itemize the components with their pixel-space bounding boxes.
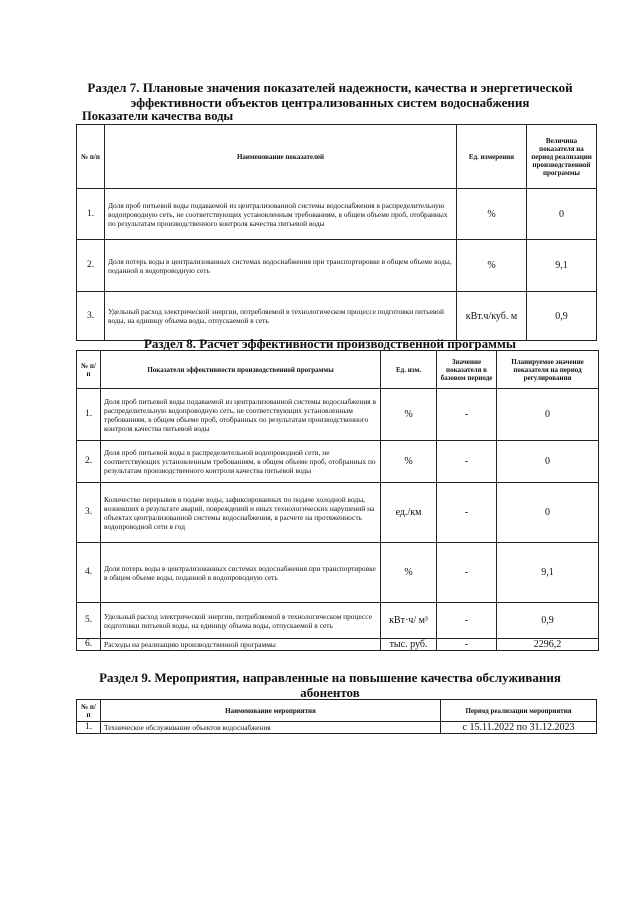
row-base: - (437, 543, 497, 603)
row-base: - (437, 483, 497, 543)
row-name: Техническое обслуживание объектов водоснабжения (101, 722, 441, 734)
table-row (77, 389, 599, 441)
table-header-row (77, 351, 599, 389)
col-period-header: Период реализации мероприятия (441, 700, 597, 722)
col-planned-header: Планируемое значение показателя на период регулирования (497, 351, 599, 389)
table-row (77, 189, 597, 240)
row-num: 6. (77, 639, 101, 651)
col-num-header: № п/п (77, 700, 101, 722)
col-value-header: Величина показателя на период реализации производственной программы (527, 125, 597, 189)
row-unit: ед./км (381, 483, 437, 543)
row-planned: 0 (497, 441, 599, 483)
row-unit: % (381, 389, 437, 441)
row-name: Доля проб питьевой воды в распределительной водопроводной сети, не соответствующих установленным требованиям, в общем объеме проб, отобранных по результатам производственного контроля качества питьевой воды (101, 441, 381, 483)
col-name-header: Показатели эффективности производственной программы (101, 351, 381, 389)
row-name: Доля потерь воды в централизованных системах водоснабжения при транспортировке в общем объеме воды, поданной в водопроводную сеть (105, 240, 457, 292)
row-period: с 15.11.2022 по 31.12.2023 (441, 722, 597, 734)
row-unit: % (381, 441, 437, 483)
table-header-row (77, 700, 597, 722)
section8-title: Раздел 8. Расчет эффективности производственной программы (143, 336, 517, 351)
row-base: - (437, 603, 497, 639)
row-base: - (437, 441, 497, 483)
row-unit: % (457, 240, 527, 292)
service-measures-table (76, 699, 597, 734)
row-planned: 2296,2 (497, 639, 599, 651)
row-num: 1. (77, 389, 101, 441)
row-name: Доля проб питьевой воды подаваемой из централизованной системы водоснабжения в распределительную водопроводную сеть, не соответствующих установленным требованиям, в общем объеме проб, отобранных по результатам производственного контроля качества питьевой воды (105, 189, 457, 240)
col-unit-header: Ед. изм. (381, 351, 437, 389)
section9-title-line2: абонентов (300, 685, 360, 700)
efficiency-table (76, 350, 599, 651)
table-row (77, 240, 597, 292)
row-planned: 9,1 (497, 543, 599, 603)
row-name: Доля проб питьевой воды подаваемой из централизованной системы водоснабжения в распределительную водопроводную сеть, не соответствующих установленным требованиям, в общем объеме проб, отобранных по результатам производственного контроля качества питьевой воды (101, 389, 381, 441)
row-value: 0 (527, 189, 597, 240)
row-unit: кВт.ч/куб. м (457, 292, 527, 341)
col-num-header: № п/п (77, 351, 101, 389)
section7-subtitle: Показатели качества воды (82, 109, 234, 123)
table-row (77, 722, 597, 734)
col-base-header: Значение показателя в базовом периоде (437, 351, 497, 389)
row-num: 3. (77, 483, 101, 543)
row-num: 2. (77, 240, 105, 292)
table-row (77, 441, 599, 483)
table-row (77, 639, 599, 651)
section7-title-line1: Раздел 7. Плановые значения показателей надежности, качества и энергетической (87, 80, 573, 95)
row-value: 9,1 (527, 240, 597, 292)
col-unit-header: Ед. измерения (457, 125, 527, 189)
table-row (77, 292, 597, 341)
row-name: Удельный расход электрической энергии, потребляемой в технологическом процессе подготовки питьевой воды, на единицу объема воды, отпускаемой в сеть (101, 603, 381, 639)
row-planned: 0,9 (497, 603, 599, 639)
row-num: 1. (77, 722, 101, 734)
row-unit: % (381, 543, 437, 603)
row-planned: 0 (497, 389, 599, 441)
row-planned: 0 (497, 483, 599, 543)
col-name-header: Наименование мероприятия (101, 700, 441, 722)
row-value: 0,9 (527, 292, 597, 341)
row-base: - (437, 389, 497, 441)
table-header-row (77, 125, 597, 189)
table-row (77, 543, 599, 603)
quality-indicators-table (76, 124, 597, 341)
section9-title-line1: Раздел 9. Мероприятия, направленные на повышение качества обслуживания (99, 670, 561, 685)
row-num: 5. (77, 603, 101, 639)
row-name: Удельный расход электрической энергии, потребляемой в технологическом процессе подготовки питьевой воды, на единицу объема воды, отпускаемой в сеть (105, 292, 457, 341)
row-unit: % (457, 189, 527, 240)
row-unit: тыс. руб. (381, 639, 437, 651)
row-base: - (437, 639, 497, 651)
row-name: Доля потерь воды в централизованных системах водоснабжения при транспортировке в общем объеме воды, поданной в водопроводную сеть (101, 543, 381, 603)
row-name: Расходы на реализацию производственной программы (101, 639, 381, 651)
row-unit: кВт·ч/ м³ (381, 603, 437, 639)
col-num-header: № п/п (77, 125, 105, 189)
section7-title-line2: эффективности объектов централизованных систем водоснабжения (130, 95, 530, 110)
row-num: 1. (77, 189, 105, 240)
row-num: 2. (77, 441, 101, 483)
table-row (77, 603, 599, 639)
col-name-header: Наименование показателей (105, 125, 457, 189)
row-num: 4. (77, 543, 101, 603)
row-name: Количество перерывов в подаче воды, зафиксированных по подаче холодной воды, возникших в результате аварий, повреждений и иных технологических нарушений на объектах централизованной системы водоснабжения, в расчете на протяженность водопроводной сети в год (101, 483, 381, 543)
table-row (77, 483, 599, 543)
row-num: 3. (77, 292, 105, 341)
